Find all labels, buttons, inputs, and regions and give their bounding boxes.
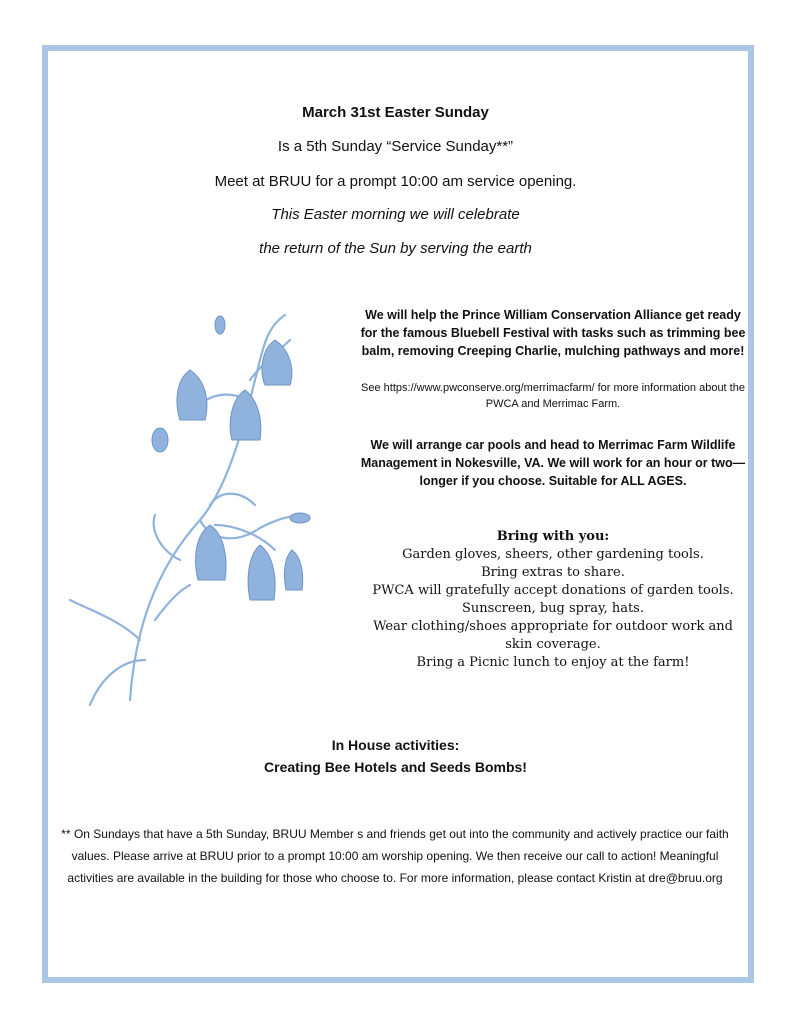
easter-line-1: This Easter morning we will celebrate	[271, 206, 520, 223]
bring-item: Wear clothing/shoes appropriate for outdoor work and skin coverage.	[373, 619, 733, 652]
bring-item: Sunscreen, bug spray, hats.	[462, 601, 644, 616]
bluebell-illustration	[60, 300, 340, 710]
bring-item: Bring a Picnic lunch to enjoy at the farm!	[416, 655, 690, 670]
in-house-activity: Creating Bee Hotels and Seeds Bombs!	[264, 759, 527, 775]
bring-item: Garden gloves, sheers, other gardening tools.	[402, 547, 704, 562]
footnote: ** On Sundays that have a 5th Sunday, BRUU Member s and friends get out into the community and actively practice our faith values. Please arrive at BRUU prior to a prompt 10:00 am worship opening. We then receive our call to action! Meaningful activities are available in the building for those who choose to. For more information, please contact Kristin at dre@bruu.org	[61, 827, 729, 885]
meeting-info: Meet at BRUU for a prompt 10:00 am service opening.	[214, 173, 577, 190]
bring-item: Bring extras to share.	[481, 565, 625, 580]
bring-item: PWCA will gratefully accept donations of garden tools.	[372, 583, 734, 598]
bring-heading: Bring with you:	[496, 529, 610, 544]
help-description: We will help the Prince William Conservation Alliance get ready for the famous Bluebell Festival with tasks such as trimming bee balm, removing Creeping Charlie, mulching pathways and more!	[360, 308, 746, 358]
subtitle-service-sunday: Is a 5th Sunday “Service Sunday**”	[277, 138, 514, 155]
easter-line-2: the return of the Sun by serving the earth	[259, 240, 532, 257]
carpool-description: We will arrange car pools and head to Merrimac Farm Wildlife Management in Nokesville, VA. We will work for an hour or two—longer if you choose. Suitable for ALL AGES.	[360, 438, 746, 488]
in-house-activities	[0, 734, 791, 778]
in-house-heading: In House activities:	[331, 737, 460, 753]
bring-with-you-section	[358, 528, 748, 672]
page-title: March 31st Easter Sunday	[302, 104, 489, 121]
more-info-link-text[interactable]: See https://www.pwconserve.org/merrimacfarm/ for more information about the PWCA and Merrimac Farm.	[361, 382, 745, 410]
